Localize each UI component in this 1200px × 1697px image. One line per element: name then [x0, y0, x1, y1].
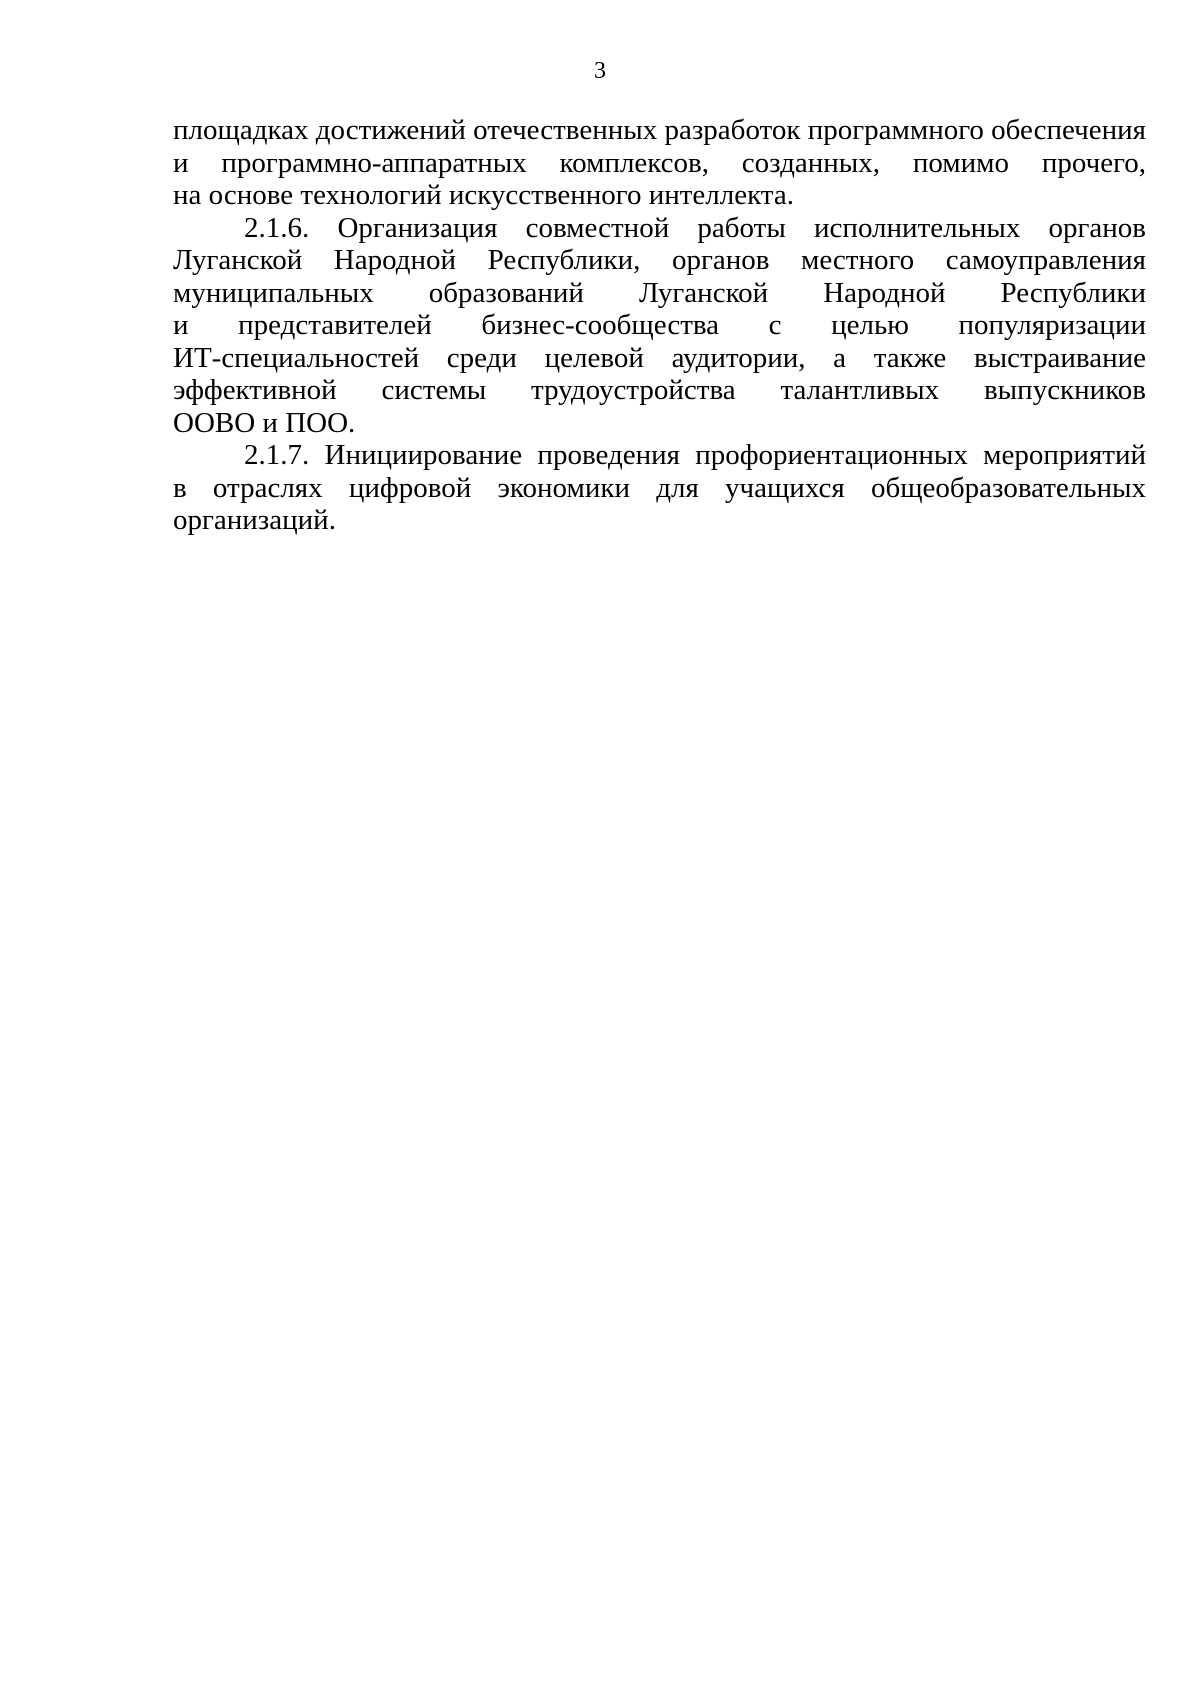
- text-line: ООВО и ПОО.: [173, 406, 356, 439]
- text-line: муниципальных образований Луганской Народной Республики: [173, 276, 1146, 309]
- text-line: эффективной системы трудоустройства талантливых выпускников: [173, 374, 1146, 406]
- text-line: в отраслях цифровой экономики для учащихся общеобразовательных: [173, 471, 1146, 504]
- text-line: и представителей бизнес-сообщества с целью популяризации: [173, 309, 1146, 341]
- text-line: площадках достижений отечественных разработок программного обеспечения: [173, 114, 1146, 146]
- text-line: организаций.: [173, 504, 336, 536]
- text-line: 2.1.7. Инициирование проведения профориентационных мероприятий: [244, 439, 1146, 471]
- text-line: и программно-аппаратных комплексов, созданных, помимо прочего,: [173, 146, 1146, 179]
- paragraph-item-2-1-6: [173, 212, 1146, 440]
- text-line: ИТ-специальностей среди целевой аудитории, а также выстраивание: [173, 341, 1146, 374]
- document-body: [173, 114, 1146, 537]
- text-line: 2.1.6. Организация совместной работы исполнительных органов: [244, 211, 1146, 244]
- text-line: Луганской Народной Республики, органов местного самоуправления: [173, 244, 1146, 276]
- paragraph-continuation: [173, 114, 1146, 212]
- text-line: на основе технологий искусственного интеллекта.: [173, 179, 794, 211]
- page-number: 3: [594, 58, 606, 84]
- paragraph-item-2-1-7: [173, 439, 1146, 537]
